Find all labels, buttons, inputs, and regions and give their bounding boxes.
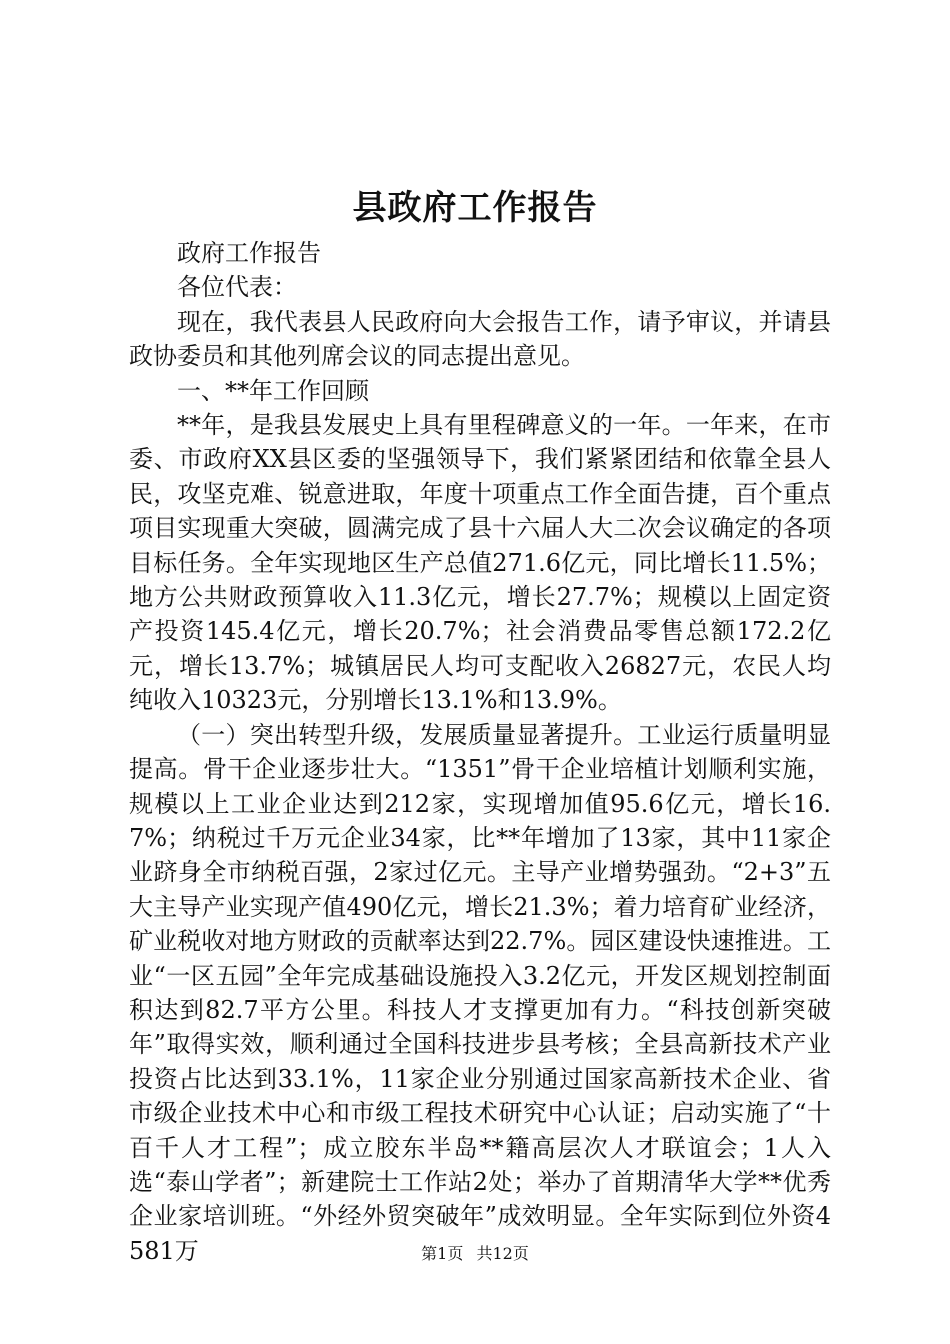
paragraph-heading-line: 政府工作报告: [177, 239, 321, 267]
document-title: 县政府工作报告: [352, 188, 598, 228]
paragraph-section-heading: 一、**年工作回顾: [177, 376, 369, 405]
page-number: 第1页: [421, 1244, 464, 1263]
paragraph-intro: 现在，我代表县人民政府向大会报告工作，请予审议，并请县政协委员和其他列席会议的同志提出意见。: [129, 307, 831, 371]
page-total: 共12页: [476, 1244, 529, 1263]
paragraph-salutation: 各位代表：: [177, 273, 297, 302]
paragraph-review: **年，是我县发展史上具有里程碑意义的一年。一年来，在市委、市政府XX县区委的坚强领导下，我们紧紧团结和依靠全县人民，攻坚克难、锐意进取，年度十项重点工作全面告捷，百个重点项目实现重大突破，圆满完成了县十六届人大二次会议确定的各项目标任务。全年实现地区生产总值271.6亿元，同比增长11.5%；地方公共财政预算收入11.3亿元，增长27.7%；规模以上固定资产投资145.4亿元，增长20.7%；社会消费品零售总额172.2亿元，增长13.7%；城镇居民人均可支配收入26827元，农民人均纯收入10323元，分别增长13.1%和13.9%。: [129, 411, 831, 715]
paragraph-transformation: （一）突出转型升级，发展质量显著提升。工业运行质量明显提高。骨干企业逐步壮大。“1351”骨干企业培植计划顺利实施，规模以上工业企业达到212家，实现增加值95.6亿元，增长16.7%；纳税过千万元企业34家，比**年增加了13家，其中11家企业跻身全市纳税百强，2家过亿元。主导产业增势强劲。“2+3”五大主导产业实现产值490亿元，增长21.3%；着力培育矿业经济，矿业税收对地方财政的贡献率达到22.7%。园区建设快速推进。工业“一区五园”全年完成基础设施投入3.2亿元，开发区规划控制面积达到82.7平方公里。科技人才支撑更加有力。“科技创新突破年”取得实效，顺利通过全国科技进步县考核；全县高新技术产业投资占比达到33.1%，11家企业分别通过国家高新技术企业、省市级企业技术中心和市级工程技术研究中心认证；启动实施了“十百千人才工程”；成立胶东半岛**籍高层次人才联谊会；1人入选“泰山学者”；新建院士工作站2处；举办了首期清华大学**优秀企业家培训班。“外经外贸突破年”成效明显。全年实际到位外资4581万: [129, 720, 831, 1265]
document-body: [129, 236, 831, 1268]
page-footer: [0, 1242, 950, 1266]
